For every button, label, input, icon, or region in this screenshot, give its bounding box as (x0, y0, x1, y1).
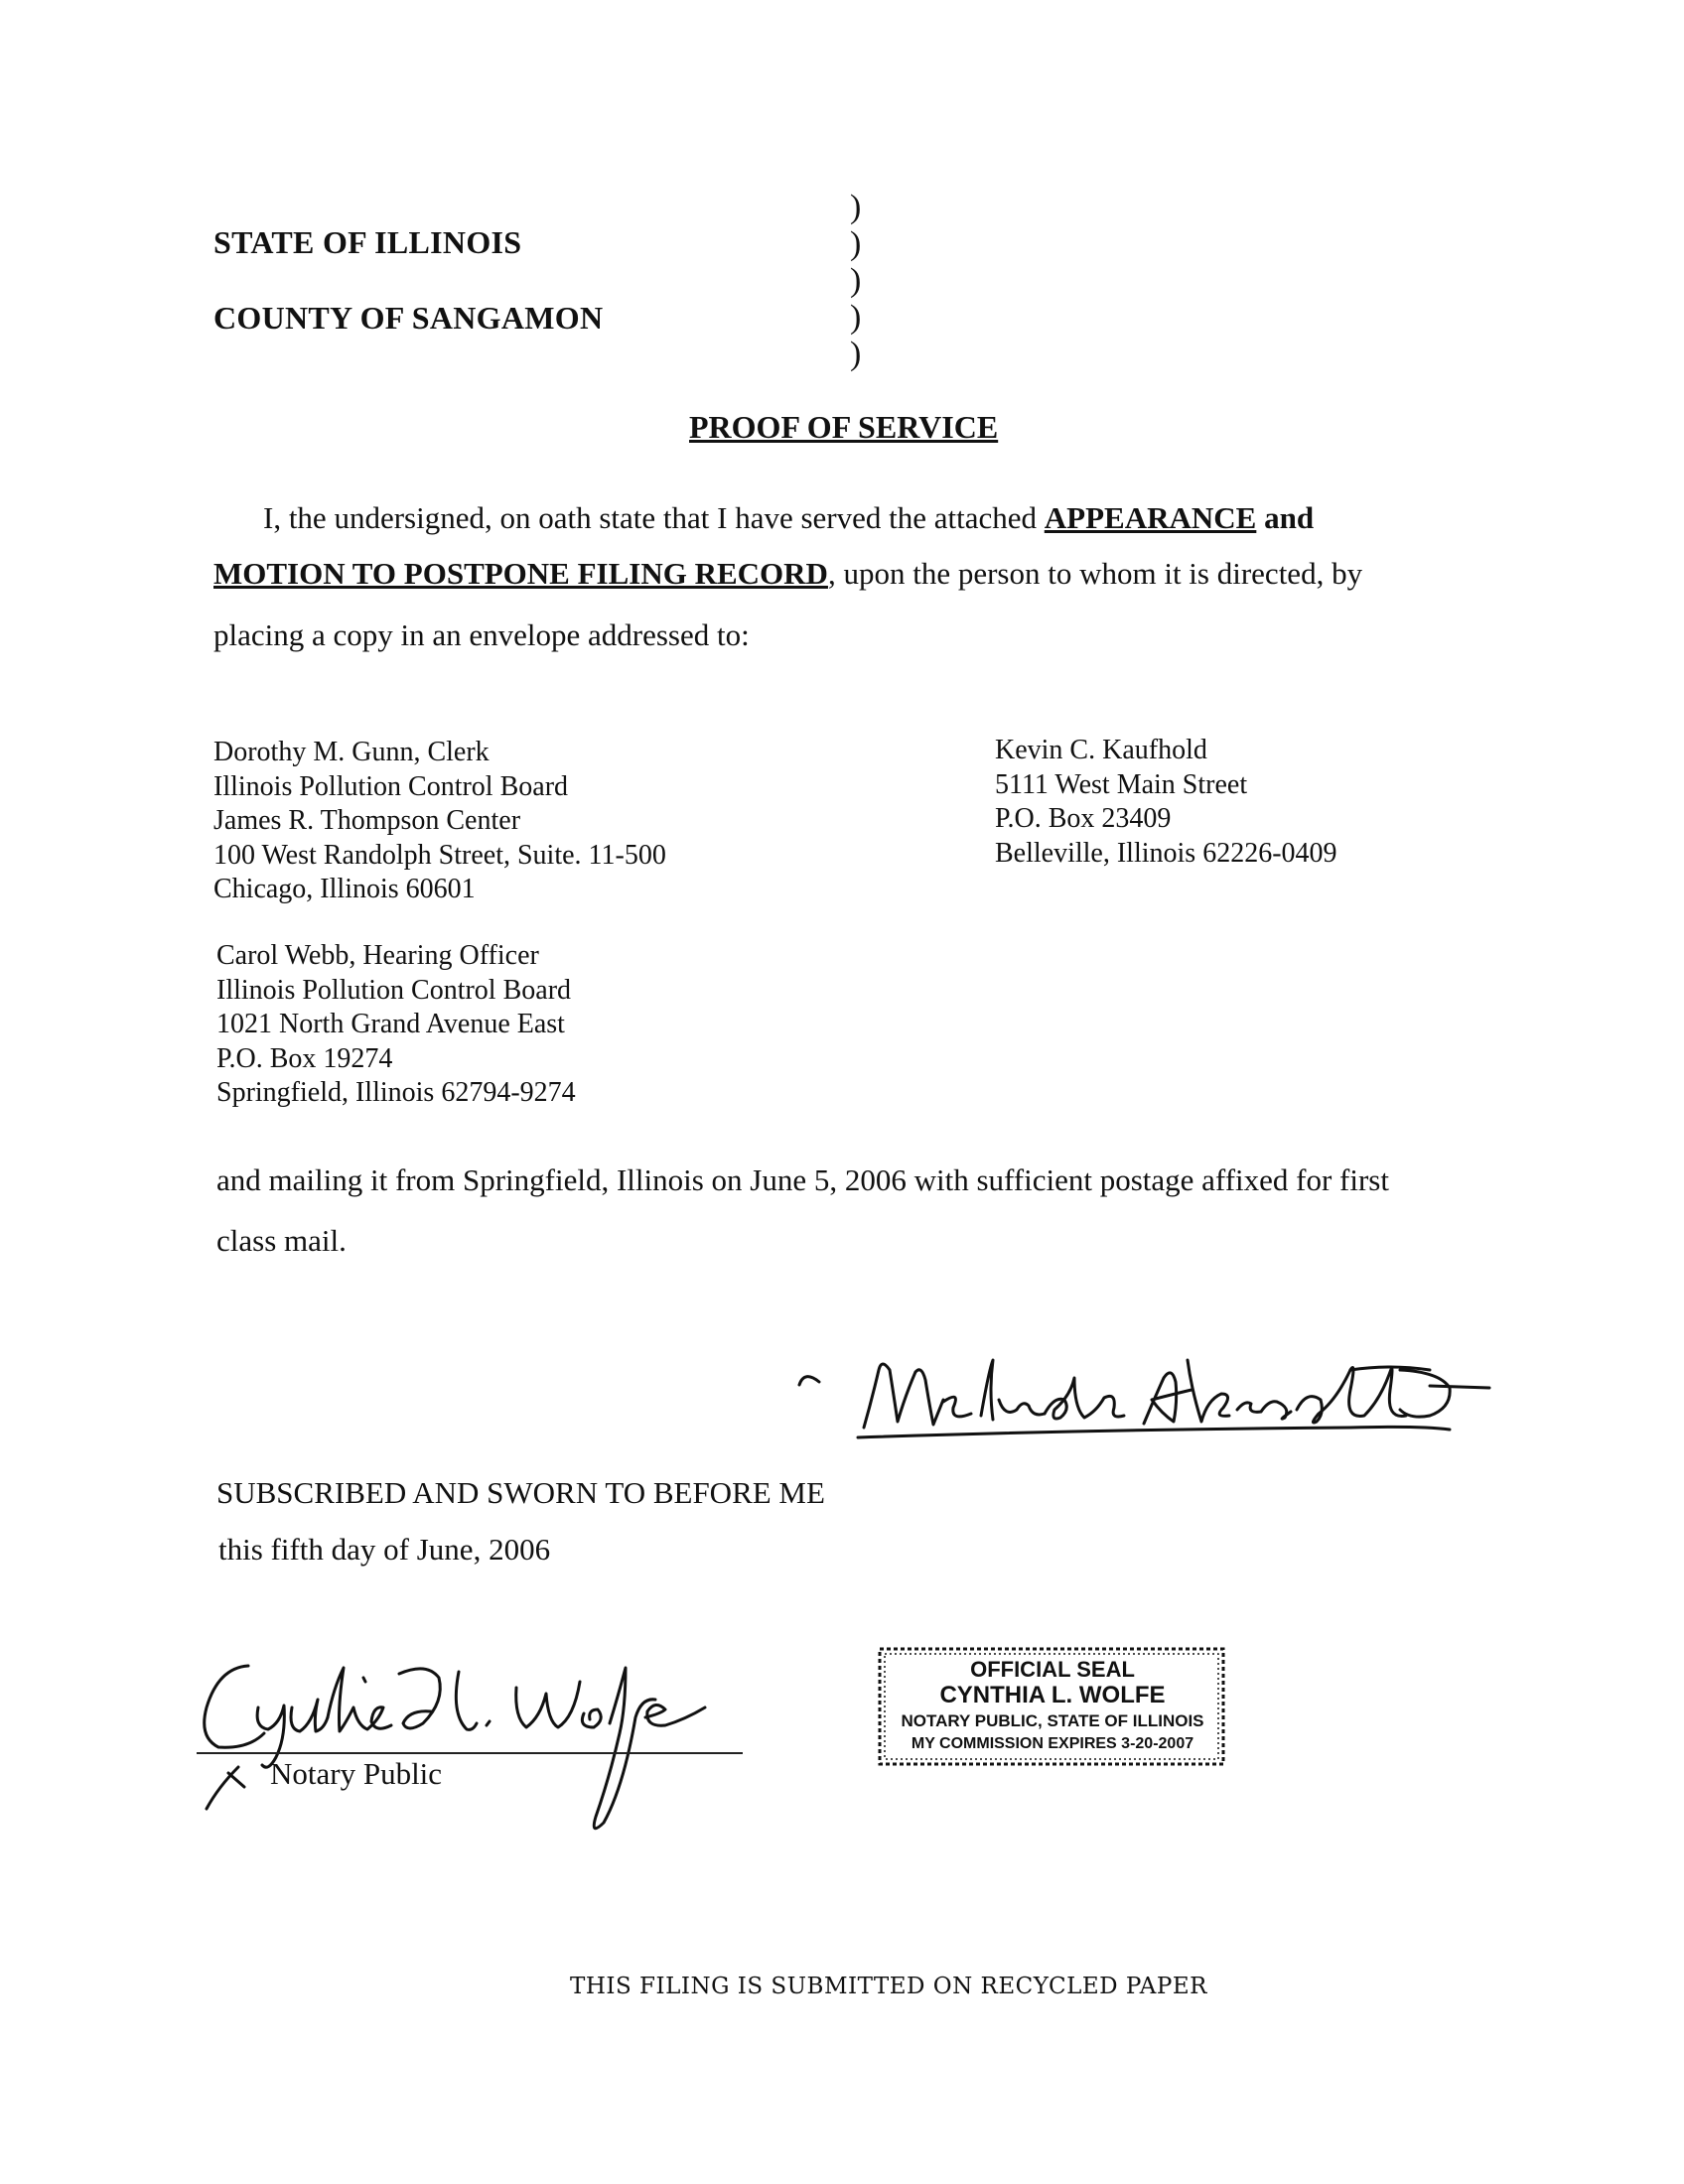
address-line: P.O. Box 23409 (995, 803, 1172, 834)
recipient-gunn (213, 736, 666, 907)
recipient-kaufhold (995, 734, 1337, 871)
intro-line-2 (213, 546, 1362, 602)
mailing-line-2: class mail. (216, 1223, 347, 1258)
address-line: Belleville, Illinois 62226-0409 (995, 837, 1337, 869)
address-line: Illinois Pollution Control Board (213, 770, 569, 802)
address-line: Springfield, Illinois 62794-9274 (216, 1077, 576, 1108)
caption-county: COUNTY OF SANGAMON (213, 300, 604, 336)
seal-line-3: NOTARY PUBLIC, STATE OF ILLINOIS (901, 1711, 1204, 1730)
paren: ) (850, 299, 862, 336)
sworn-line-2: this fifth day of June, 2006 (218, 1532, 551, 1567)
affiant-signature (794, 1330, 1509, 1449)
paren: ) (850, 336, 862, 372)
motion-doc-name: MOTION TO POSTPONE FILING RECORD (213, 556, 828, 591)
notary-signature-line (197, 1752, 743, 1754)
mailing-line-1: and mailing it from Springfield, Illinois on June 5, 2006 with sufficient postage affixed for first (216, 1162, 1389, 1197)
paren: ) (850, 225, 862, 262)
paren: ) (850, 189, 862, 225)
notary-signature (189, 1638, 745, 1837)
address-line: Chicago, Illinois 60601 (213, 874, 476, 904)
address-line: P.O. Box 19274 (216, 1042, 393, 1074)
address-line: Carol Webb, Hearing Officer (216, 940, 539, 971)
address-line: 100 West Randolph Street, Suite. 11-500 (213, 839, 666, 871)
address-line: James R. Thompson Center (213, 805, 521, 836)
caption-state: STATE OF ILLINOIS (213, 224, 522, 260)
address-line: Illinois Pollution Control Board (216, 974, 572, 1006)
official-seal-stamp (874, 1643, 1231, 1772)
address-line: 1021 North Grand Avenue East (216, 1009, 565, 1039)
footer-recycled-note: THIS FILING IS SUBMITTED ON RECYCLED PAPER (570, 1974, 1207, 1999)
address-line: 5111 West Main Street (995, 768, 1248, 800)
document-title: PROOF OF SERVICE (689, 409, 999, 445)
address-line: Kevin C. Kaufhold (995, 735, 1207, 765)
notary-public-label: Notary Public (270, 1756, 443, 1791)
sworn-line-1: SUBSCRIBED AND SWORN TO BEFORE ME (216, 1475, 825, 1510)
recipient-webb (216, 939, 576, 1111)
and-word: and (1256, 500, 1315, 535)
address-line: Dorothy M. Gunn, Clerk (213, 737, 490, 767)
intro-line-1 (263, 490, 1314, 546)
appearance-doc-name: APPEARANCE (1044, 500, 1257, 535)
intro-line-3: placing a copy in an envelope addressed to: (213, 617, 750, 652)
seal-line-4: MY COMMISSION EXPIRES 3-20-2007 (911, 1735, 1194, 1752)
intro-text: , upon the person to whom it is directed, by (827, 556, 1363, 591)
intro-text: I, the undersigned, on oath state that I have served the attached (263, 500, 1045, 535)
seal-line-2: CYNTHIA L. WOLFE (939, 1682, 1166, 1708)
paren: ) (850, 262, 862, 299)
seal-line-1: OFFICIAL SEAL (970, 1657, 1135, 1682)
